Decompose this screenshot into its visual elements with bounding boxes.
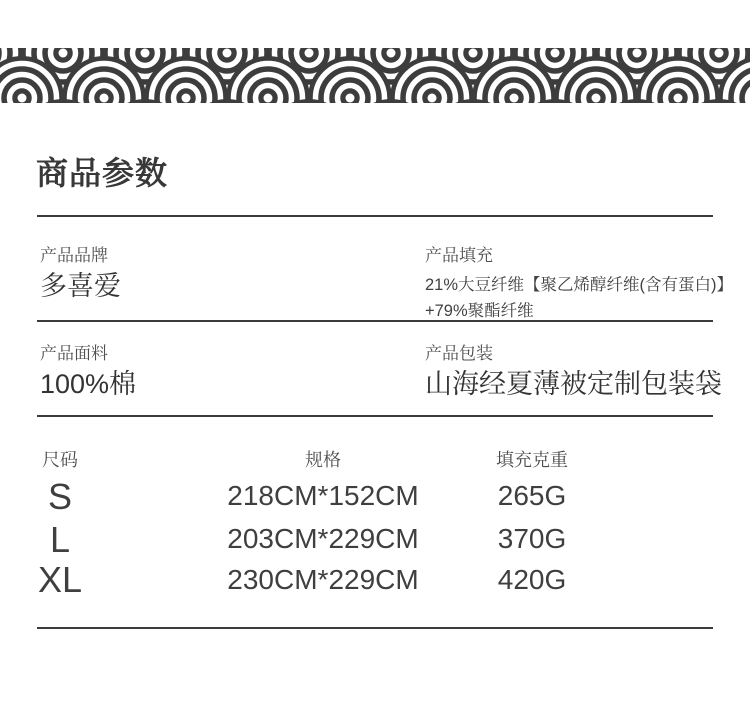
filling-value-line-2: +79%聚酯纤维 bbox=[425, 302, 534, 320]
row-xl-spec: 230CM*229CM bbox=[227, 564, 419, 595]
brand-label: 产品品牌 bbox=[40, 246, 108, 265]
row-s-spec: 218CM*152CM bbox=[227, 480, 419, 511]
divider bbox=[37, 415, 713, 417]
row-s-weight: 265G bbox=[497, 480, 567, 511]
wave-pattern-svg bbox=[0, 48, 750, 103]
divider bbox=[37, 627, 713, 629]
fabric-label: 产品面料 bbox=[40, 344, 108, 363]
spec-column-header: 规格 bbox=[305, 450, 341, 470]
filling-label: 产品填充 bbox=[425, 246, 493, 265]
divider bbox=[37, 320, 713, 322]
row-l-weight: 370G bbox=[497, 523, 567, 554]
divider bbox=[37, 215, 713, 217]
row-l-spec: 203CM*229CM bbox=[227, 523, 419, 554]
page-title: 商品参数 bbox=[36, 155, 169, 191]
row-xl-weight: 420G bbox=[497, 564, 567, 595]
fabric-value: 100%棉 bbox=[40, 369, 137, 399]
weight-column-header: 填充克重 bbox=[496, 450, 568, 470]
row-l-size: L bbox=[49, 519, 71, 560]
size-column-header: 尺码 bbox=[42, 450, 78, 470]
filling-value bbox=[425, 272, 733, 324]
wave-pattern-banner bbox=[0, 48, 750, 103]
packaging-value: 山海经夏薄被定制包装袋 bbox=[425, 369, 722, 399]
packaging-label: 产品包装 bbox=[425, 344, 493, 363]
row-xl-size: XL bbox=[37, 559, 83, 600]
row-s-size: S bbox=[47, 476, 72, 517]
brand-value: 多喜爱 bbox=[40, 271, 121, 301]
filling-value-line-1: 21%大豆纤维【聚乙烯醇纤维(含有蛋白)】 bbox=[425, 276, 734, 294]
